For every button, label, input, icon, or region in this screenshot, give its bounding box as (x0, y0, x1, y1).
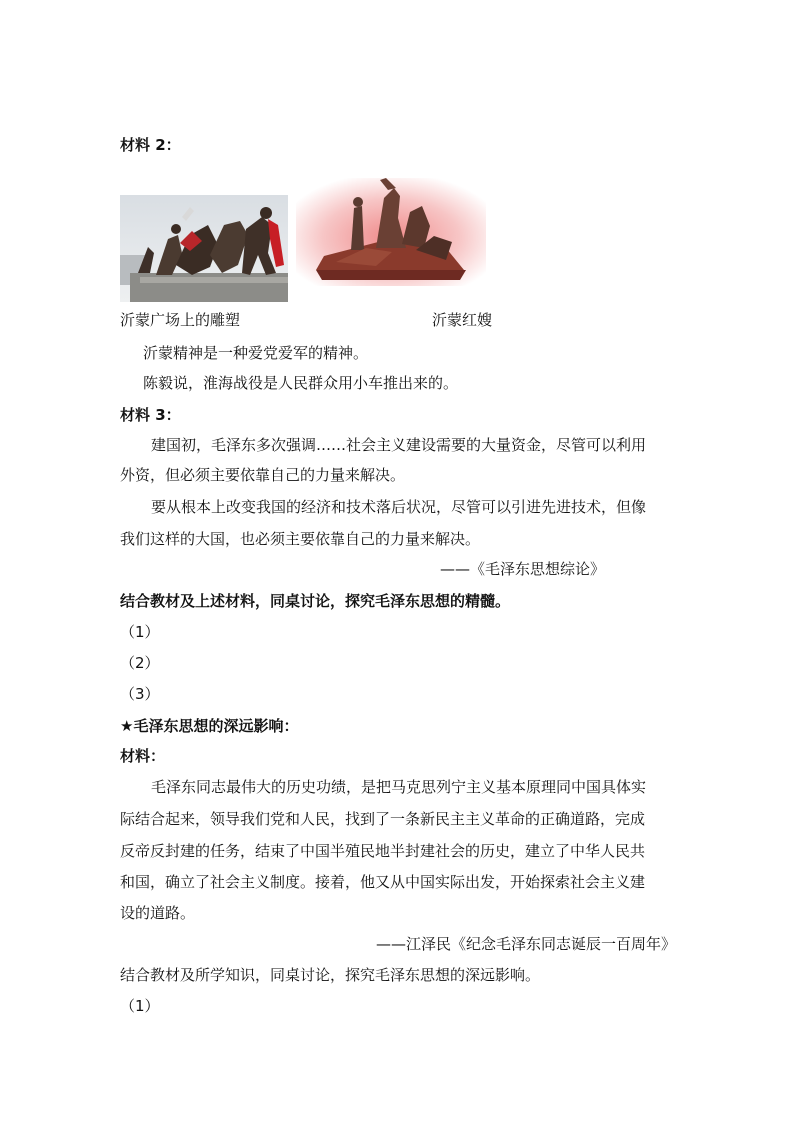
influence-source: ——江泽民《纪念毛泽东同志诞辰一百周年》 (376, 935, 677, 953)
yimeng-hongsao-sculpture-image (296, 178, 486, 286)
material2-paragraph-1: 沂蒙精神是一种爱党爱军的精神。 (143, 344, 369, 362)
material3-paragraph-2-line-1: 要从根本上改变我国的经济和技术落后状况，尽管可以引进先进技术，但像 (151, 498, 647, 516)
material2-heading: 材料 2： (120, 136, 181, 154)
influence-text-line-1: 毛泽东同志最伟大的历史功绩，是把马克思列宁主义基本原理同中国具体实 (151, 778, 647, 796)
yimeng-square-sculpture-image (120, 195, 288, 302)
influence-material-label: 材料： (120, 747, 166, 765)
material3-heading: 材料 3： (120, 406, 181, 424)
influence-text-line-5: 设的道路。 (120, 904, 196, 922)
material3-paragraph-2-line-2: 我们这样的大国，也必须主要依靠自己的力量来解决。 (120, 530, 481, 548)
influence-text-line-4: 和国，确立了社会主义制度。接着，他又从中国实际出发，开始探索社会主义建 (120, 873, 646, 891)
influence-heading: ★毛泽东思想的深远影响： (120, 717, 299, 735)
task1-item-3: （3） (120, 685, 160, 703)
task1-item-1: （1） (120, 623, 160, 641)
influence-item-1: （1） (120, 997, 160, 1015)
task1-item-2: （2） (120, 654, 160, 672)
influence-text-line-3: 反帝反封建的任务，结束了中国半殖民地半封建社会的历史，建立了中华人民共 (120, 842, 646, 860)
material3-paragraph-1-line-2: 外资，但必须主要依靠自己的力量来解决。 (120, 466, 406, 484)
influence-text-line-2: 际结合起来，领导我们党和人民，找到了一条新民主主义革命的正确道路，完成 (120, 810, 646, 828)
task1-prompt: 结合教材及上述材料，同桌讨论，探究毛泽东思想的精髓。 (120, 592, 511, 610)
caption-left: 沂蒙广场上的雕塑 (120, 311, 241, 329)
influence-prompt: 结合教材及所学知识，同桌讨论，探究毛泽东思想的深远影响。 (120, 966, 541, 984)
material2-paragraph-2: 陈毅说，淮海战役是人民群众用小车推出来的。 (143, 374, 459, 392)
material3-source: ——《毛泽东思想综论》 (440, 560, 606, 578)
material3-paragraph-1-line-1: 建国初，毛泽东多次强调……社会主义建设需要的大量资金，尽管可以利用 (151, 436, 647, 454)
caption-right: 沂蒙红嫂 (432, 311, 493, 329)
